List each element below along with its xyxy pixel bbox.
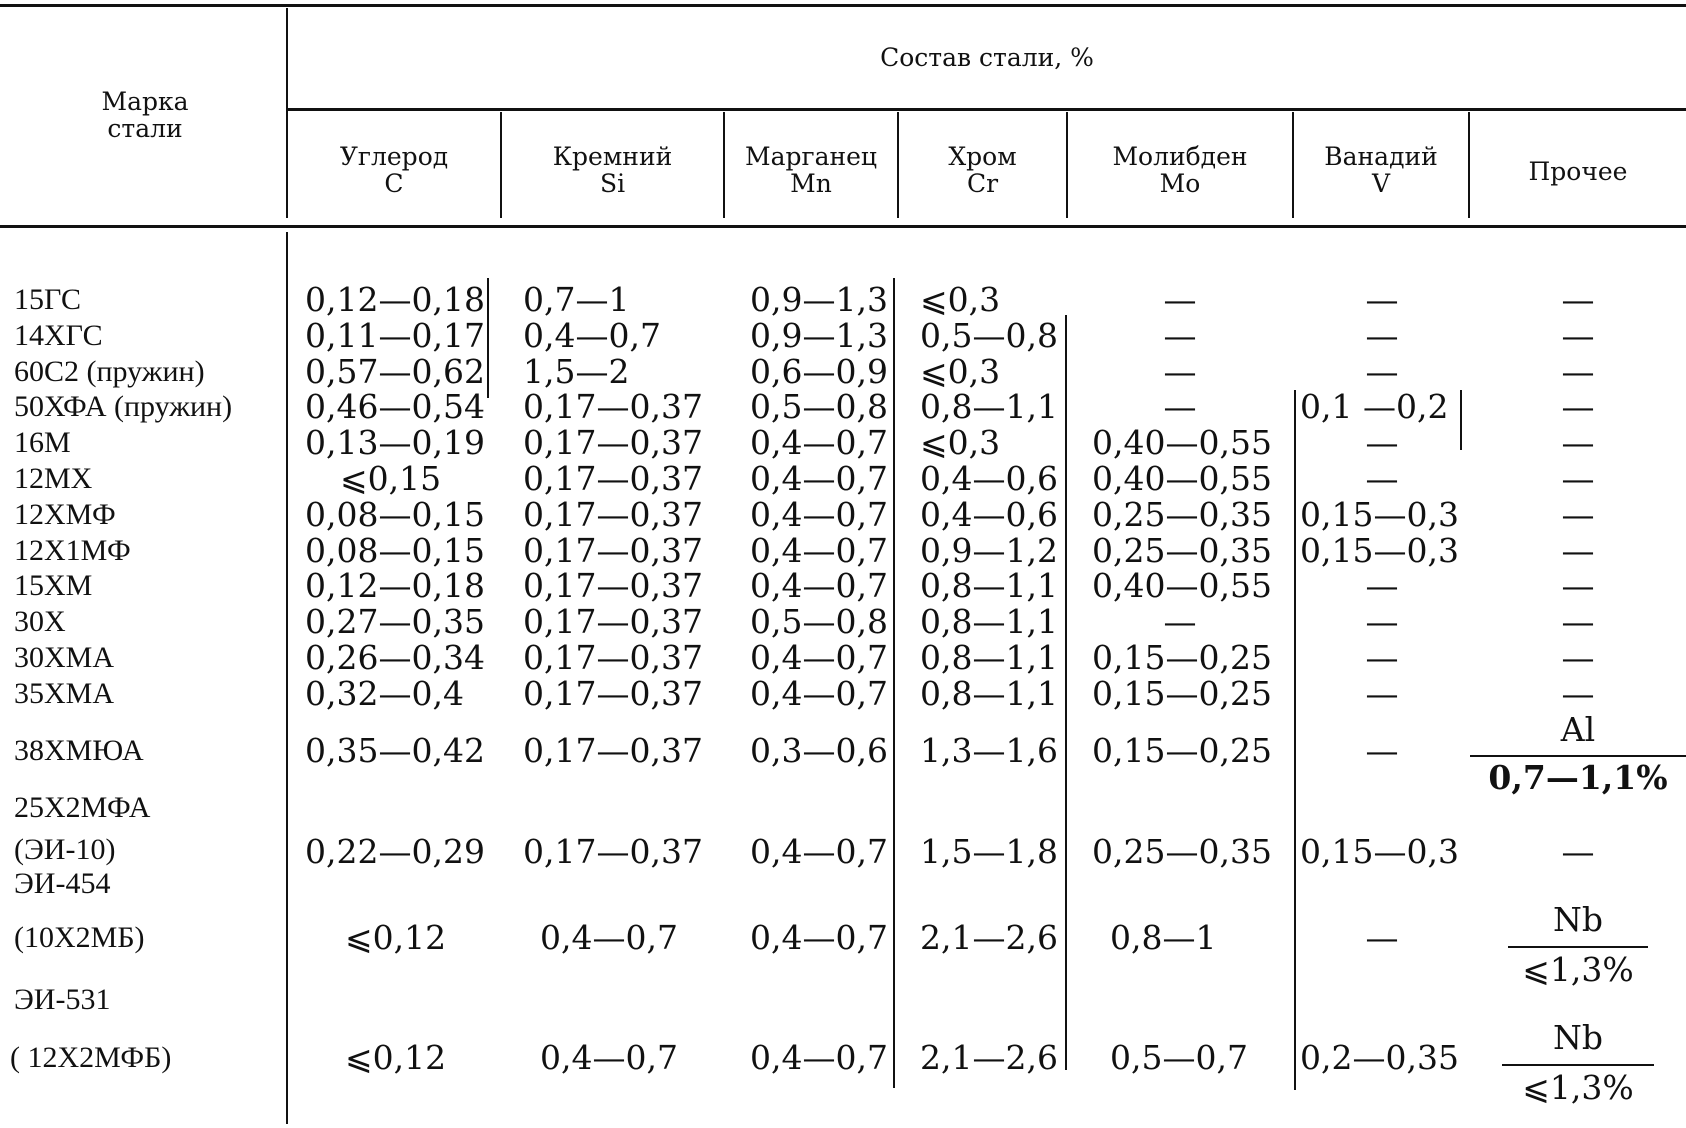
row-cell-mn: 0,9—1,3 bbox=[750, 280, 888, 319]
row-cell-brand: 35ХМА bbox=[14, 676, 115, 710]
row-10-other-top: Nb bbox=[1553, 900, 1603, 939]
row-cell-mn: 0,4—0,7 bbox=[750, 494, 888, 534]
row-cell-c: 0,27—0,35 bbox=[305, 602, 485, 642]
row-cell-other: — bbox=[1561, 315, 1595, 355]
row-cell-v: — bbox=[1365, 315, 1399, 355]
row-cell-other: — bbox=[1561, 494, 1595, 534]
row-38-other-bottom: 0,7—1,1% bbox=[1488, 758, 1668, 797]
col-c-name: Углерод bbox=[339, 142, 449, 171]
row-25-brand-3: ЭИ-454 bbox=[14, 867, 111, 900]
row-cell-brand: 15ХМ bbox=[14, 569, 93, 603]
row-10-mo: 0,8—1 bbox=[1110, 918, 1217, 957]
row-25-c: 0,22—0,29 bbox=[305, 832, 485, 871]
row-cell-c: 0,12—0,18 bbox=[305, 566, 485, 606]
row-cell-other: — bbox=[1561, 423, 1595, 463]
col-si-name: Кремний bbox=[552, 142, 673, 171]
row-10-c: ⩽0,12 bbox=[345, 918, 447, 957]
row-10-mn: 0,4—0,7 bbox=[750, 918, 888, 957]
col-v-name: Ванадий bbox=[1324, 142, 1438, 171]
row-12-brand-1: ЭИ-531 bbox=[14, 983, 111, 1016]
row-cell-mn: 0,4—0,7 bbox=[750, 530, 888, 570]
row-12-c: ⩽0,12 bbox=[345, 1038, 447, 1077]
row-cell-mo: 0,25—0,35 bbox=[1092, 530, 1272, 570]
header-mid-rule bbox=[288, 108, 1686, 111]
row-25-mo: 0,25—0,35 bbox=[1092, 832, 1272, 871]
row-25-other: — bbox=[1561, 832, 1595, 871]
row-cell-cr: 0,5—0,8 bbox=[920, 315, 1058, 355]
row-12-cr: 2,1—2,6 bbox=[920, 1038, 1058, 1077]
row-cell-si: 0,17—0,37 bbox=[523, 673, 703, 713]
row-cell-si: 0,17—0,37 bbox=[523, 387, 703, 427]
row-cell-si: 0,7—1 bbox=[523, 280, 630, 319]
row-12-fraction-line bbox=[1502, 1064, 1654, 1066]
row-12-other-bottom: ⩽1,3% bbox=[1522, 1068, 1634, 1107]
row-cell-mn: 0,4—0,7 bbox=[750, 566, 888, 606]
col-header-mn bbox=[725, 143, 897, 197]
col-v-symbol: V bbox=[1371, 169, 1391, 198]
row-cell-brand: 12Х1МФ bbox=[14, 533, 131, 567]
row-cell-mn: 0,5—0,8 bbox=[750, 602, 888, 642]
row-cell-other: — bbox=[1561, 459, 1595, 498]
row-cell-mn: 0,4—0,7 bbox=[750, 459, 888, 498]
row-cell-brand: 30Х bbox=[14, 605, 66, 639]
row-25-mn: 0,4—0,7 bbox=[750, 832, 888, 871]
col-header-v bbox=[1294, 143, 1468, 197]
brand-header-line2: стали bbox=[107, 114, 183, 143]
row-cell-si: 0,4—0,7 bbox=[523, 315, 661, 355]
row-cell-mo: — bbox=[1163, 280, 1197, 319]
col-header-mo bbox=[1068, 143, 1292, 197]
row-cell-other: — bbox=[1561, 602, 1595, 642]
row-38-mo: 0,15—0,25 bbox=[1092, 731, 1272, 770]
col-header-si bbox=[502, 143, 723, 197]
body-vline-mn bbox=[893, 278, 895, 1088]
row-cell-brand: 12МХ bbox=[14, 462, 93, 495]
row-cell-si: 0,17—0,37 bbox=[523, 566, 703, 606]
row-38-c: 0,35—0,42 bbox=[305, 731, 485, 770]
row-cell-mn: 0,5—0,8 bbox=[750, 387, 888, 427]
row-cell-c: 0,13—0,19 bbox=[305, 423, 485, 463]
row-cell-mo: 0,15—0,25 bbox=[1092, 638, 1272, 677]
row-cell-other: — bbox=[1561, 530, 1595, 570]
row-10-fraction-line bbox=[1508, 946, 1648, 948]
row-10-other-bottom: ⩽1,3% bbox=[1522, 950, 1634, 989]
row-25-cr: 1,5—1,8 bbox=[920, 832, 1058, 871]
row-cell-si: 0,17—0,37 bbox=[523, 530, 703, 570]
row-cell-mn: 0,6—0,9 bbox=[750, 351, 888, 391]
row-cell-mo: 0,40—0,55 bbox=[1092, 423, 1272, 463]
row-cell-brand: 12ХМФ bbox=[14, 497, 116, 531]
row-cell-v: — bbox=[1365, 351, 1399, 391]
col-c-symbol: C bbox=[384, 169, 404, 198]
row-cell-v: — bbox=[1365, 602, 1399, 642]
row-cell-c: 0,08—0,15 bbox=[305, 530, 485, 570]
row-cell-mo: — bbox=[1163, 387, 1197, 427]
row-cell-si: 0,17—0,37 bbox=[523, 494, 703, 534]
row-cell-v: — bbox=[1365, 459, 1399, 498]
col-cr-symbol: Cr bbox=[966, 169, 999, 198]
row-cell-c: 0,57—0,62 bbox=[305, 351, 485, 391]
row-cell-v: 0,15—0,3 bbox=[1300, 530, 1459, 570]
row-cell-other: — bbox=[1561, 280, 1595, 319]
row-cell-cr: 0,4—0,6 bbox=[920, 459, 1058, 498]
row-cell-cr: 0,8—1,1 bbox=[920, 566, 1058, 606]
row-cell-brand: 16М bbox=[14, 426, 71, 460]
row-cell-v: — bbox=[1365, 638, 1399, 677]
row-38-fraction-line bbox=[1470, 755, 1686, 757]
row-cell-mo: 0,25—0,35 bbox=[1092, 494, 1272, 534]
row-cell-cr: ⩽0,3 bbox=[920, 280, 1001, 319]
row-cell-other: — bbox=[1561, 638, 1595, 677]
row-25-si: 0,17—0,37 bbox=[523, 832, 703, 871]
col-mn-symbol: Mn bbox=[790, 169, 832, 198]
row-10-brand: (10Х2МБ) bbox=[14, 921, 145, 954]
row-cell-brand: 60С2 (пружин) bbox=[14, 354, 205, 388]
row-cell-c: 0,32—0,4 bbox=[305, 673, 464, 713]
row-10-cr: 2,1—2,6 bbox=[920, 918, 1058, 957]
row-cell-cr: 0,8—1,1 bbox=[920, 673, 1058, 713]
row-38-si: 0,17—0,37 bbox=[523, 731, 703, 770]
row-cell-v: — bbox=[1365, 423, 1399, 463]
row-12-other-top: Nb bbox=[1553, 1018, 1603, 1057]
row-cell-mo: — bbox=[1163, 351, 1197, 391]
row-cell-other: — bbox=[1561, 673, 1595, 713]
row-cell-cr: 0,8—1,1 bbox=[920, 602, 1058, 642]
row-cell-si: 0,17—0,37 bbox=[523, 602, 703, 642]
composition-title: Состав стали, % bbox=[880, 43, 1094, 72]
header-bottom-rule bbox=[0, 225, 1686, 228]
row-cell-mo: 0,15—0,25 bbox=[1092, 673, 1272, 713]
col-cr-name: Хром bbox=[948, 142, 1017, 171]
row-cell-c: 0,08—0,15 bbox=[305, 494, 485, 534]
col-mn-name: Марганец bbox=[744, 142, 878, 171]
row-cell-mn: 0,4—0,7 bbox=[750, 423, 888, 463]
row-cell-si: 0,17—0,37 bbox=[523, 459, 703, 498]
body-vline-c bbox=[487, 278, 489, 398]
row-cell-v: 0,1 —0,2 bbox=[1300, 387, 1449, 427]
row-cell-v: — bbox=[1365, 280, 1399, 319]
row-cell-si: 1,5—2 bbox=[523, 351, 630, 391]
row-cell-cr: ⩽0,3 bbox=[920, 423, 1001, 463]
col-header-cr bbox=[899, 143, 1066, 197]
col-si-symbol: Si bbox=[599, 169, 626, 198]
row-cell-cr: 0,9—1,2 bbox=[920, 530, 1058, 570]
row-cell-other: — bbox=[1561, 351, 1595, 391]
row-cell-mo: — bbox=[1163, 315, 1197, 355]
row-25-brand-2: (ЭИ-10) bbox=[14, 833, 116, 866]
row-cell-v: — bbox=[1365, 673, 1399, 713]
row-cell-brand: 15ГС bbox=[14, 283, 81, 316]
col-mo-name: Молибден bbox=[1112, 142, 1248, 171]
row-cell-other: — bbox=[1561, 387, 1595, 427]
row-cell-c: 0,26—0,34 bbox=[305, 638, 485, 677]
row-25-v: 0,15—0,3 bbox=[1300, 832, 1459, 871]
col-mo-symbol: Mo bbox=[1159, 169, 1201, 198]
row-38-other-top: Al bbox=[1560, 710, 1596, 749]
row-cell-v: — bbox=[1365, 566, 1399, 606]
body-vline-brand bbox=[286, 232, 288, 1124]
row-12-mo: 0,5—0,7 bbox=[1110, 1038, 1248, 1077]
row-cell-cr: 0,4—0,6 bbox=[920, 494, 1058, 534]
row-cell-mn: 0,4—0,7 bbox=[750, 673, 888, 713]
row-cell-brand: 14ХГС bbox=[14, 318, 103, 352]
col-header-c bbox=[288, 143, 500, 197]
row-cell-mn: 0,9—1,3 bbox=[750, 315, 888, 355]
row-25-brand-1: 25Х2МФА bbox=[14, 791, 151, 824]
brand-header-line1: Марка bbox=[101, 87, 189, 116]
row-cell-brand: 30ХМА bbox=[14, 641, 115, 674]
row-cell-cr: ⩽0,3 bbox=[920, 351, 1001, 391]
row-cell-mo: 0,40—0,55 bbox=[1092, 566, 1272, 606]
row-38-v: — bbox=[1365, 731, 1399, 770]
row-cell-cr: 0,8—1,1 bbox=[920, 387, 1058, 427]
row-10-v: — bbox=[1365, 918, 1399, 957]
row-38-brand: 38ХМЮА bbox=[14, 734, 144, 767]
row-10-si: 0,4—0,7 bbox=[540, 918, 678, 957]
top-rule bbox=[0, 4, 1686, 7]
row-cell-cr: 0,8—1,1 bbox=[920, 638, 1058, 677]
row-cell-v: 0,15—0,3 bbox=[1300, 494, 1459, 534]
row-12-mn: 0,4—0,7 bbox=[750, 1038, 888, 1077]
row-cell-c: ⩽0,15 bbox=[340, 459, 442, 498]
row-38-cr: 1,3—1,6 bbox=[920, 731, 1058, 770]
row-cell-c: 0,11—0,17 bbox=[305, 315, 485, 355]
row-cell-other: — bbox=[1561, 566, 1595, 606]
row-cell-c: 0,12—0,18 bbox=[305, 280, 485, 319]
brand-header bbox=[30, 88, 260, 142]
row-12-si: 0,4—0,7 bbox=[540, 1038, 678, 1077]
row-cell-c: 0,46—0,54 bbox=[305, 387, 485, 427]
row-cell-si: 0,17—0,37 bbox=[523, 638, 703, 677]
row-12-brand-2: ( 12Х2МФБ) bbox=[10, 1041, 172, 1074]
row-cell-si: 0,17—0,37 bbox=[523, 423, 703, 463]
row-cell-mo: 0,40—0,55 bbox=[1092, 459, 1272, 498]
row-cell-mn: 0,4—0,7 bbox=[750, 638, 888, 677]
row-12-v: 0,2—0,35 bbox=[1300, 1038, 1459, 1077]
row-cell-brand: 50ХФА (пружин) bbox=[14, 390, 233, 424]
body-vline-cr bbox=[1065, 315, 1067, 1070]
col-header-other: Прочее bbox=[1528, 157, 1628, 186]
row-38-mn: 0,3—0,6 bbox=[750, 731, 888, 770]
row-cell-mo: — bbox=[1163, 602, 1197, 642]
